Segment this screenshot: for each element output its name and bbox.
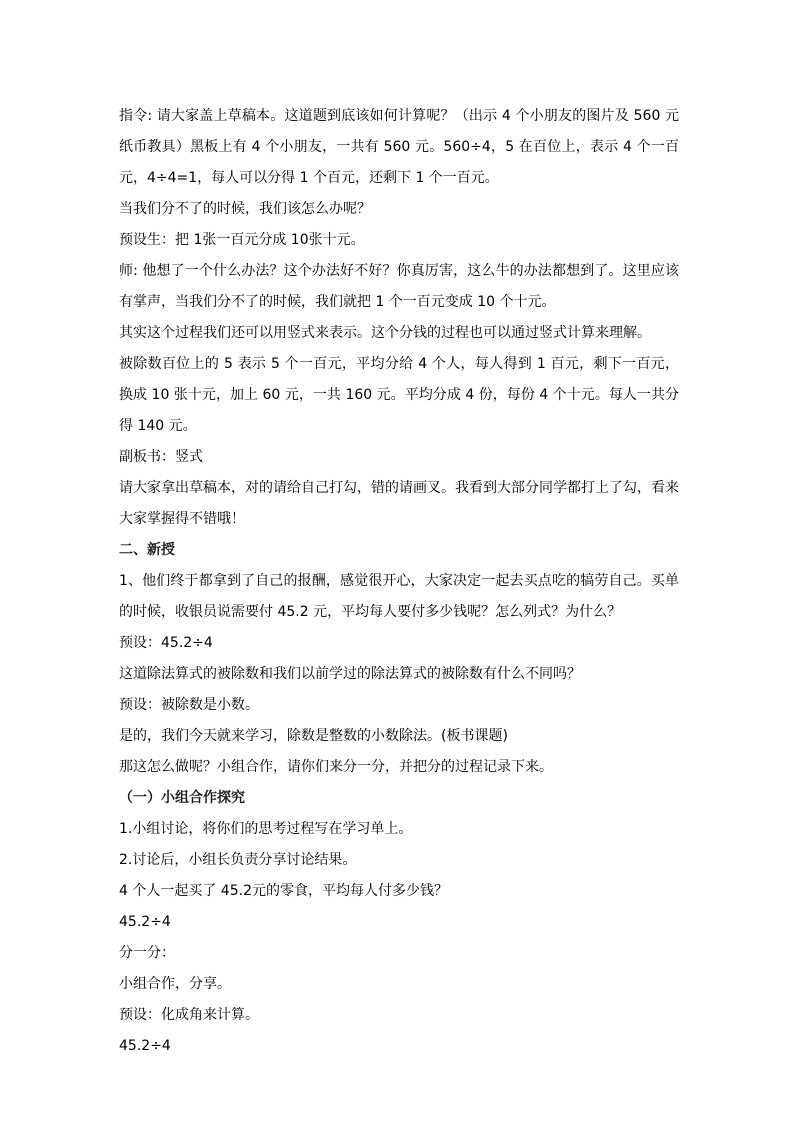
preset-equation: 预设：45.2÷4 [119,635,213,651]
equation-line: 45.2÷4 [119,914,171,930]
teacher-remark-paragraph: 师: 他想了一个什么办法？这个办法好不好？你真厉害，这么牛的办法都想到了。这里应该有掌声，当我们分不了的时候，我们就把 1 个一百元变成 10 个十元。 [119,263,679,310]
check-work-paragraph: 请大家拿出草稿本，对的请给自己打勾，错的请画叉。我看到大部分同学都打上了勾，看来大家掌握得不错哦！ [119,480,679,527]
comparison-question: 这道除法算式的被除数和我们以前学过的除法算式的被除数有什么不同吗？ [119,666,581,682]
subsection-heading-group-inquiry: （一）小组合作探究 [119,790,245,806]
dividend-explanation: 被除数百位上的 5 表示 5 个一百元，平均分给 4 个人，每人得到 1 百元，剩下一百元，换成 10 张十元，加上 60 元，一共 160 元。平均分成 4 份，每份 4 个十元。每人一共分得 140 元。 [119,356,679,434]
section-heading-new-lesson: 二、新授 [119,542,175,558]
question-paragraph: 当我们分不了的时候，我们该怎么办呢？ [119,201,371,217]
lesson-topic-paragraph: 是的，我们今天就来学习，除数是整数的小数除法。(板书课题) [119,728,508,744]
secondary-board-note: 副板书：竖式 [119,449,203,465]
equation-line-final: 45.2÷4 [119,1038,171,1054]
instruction-paragraph: 指令: 请大家盖上草稿本。这道题到底该如何计算呢？（出示 4 个小朋友的图片及 560 元纸币教具）黑板上有 4 个小朋友，一共有 560 元。560÷4，5 在百位上，表示 4 个一百元，4÷4=1，每人可以分得 1 个百元，还剩下 1 个一百元。 [119,108,679,186]
document-page [119,101,679,1062]
preset-student-answer: 预设生：把 1张一百元分成 10张十元。 [119,232,365,248]
snack-problem: 4 个人一起买了 45.2元的零食，平均每人付多少钱？ [119,883,448,899]
group-step-2: 2.讨论后，小组长负责分享讨论结果。 [119,852,357,868]
group-work-prompt: 那这怎么做呢？小组合作，请你们来分一分，并把分的过程记录下来。 [119,759,553,775]
group-share-line: 小组合作，分享。 [119,976,231,992]
divide-label: 分一分： [119,945,175,961]
group-step-1: 1.小组讨论，将你们的思考过程写在学习单上。 [119,821,413,837]
vertical-form-intro: 其实这个过程我们还可以用竖式来表示。这个分钱的过程也可以通过竖式计算来理解。 [119,325,651,341]
preset-decimal-answer: 预设：被除数是小数。 [119,697,259,713]
cashier-problem-paragraph: 1、他们终于都拿到了自己的报酬，感觉很开心，大家决定一起去买点吃的犒劳自己。买单的时候，收银员说需要付 45.2 元，平均每人要付多少钱呢？怎么列式？为什么？ [119,573,679,620]
preset-jiao-conversion: 预设：化成角来计算。 [119,1007,259,1023]
